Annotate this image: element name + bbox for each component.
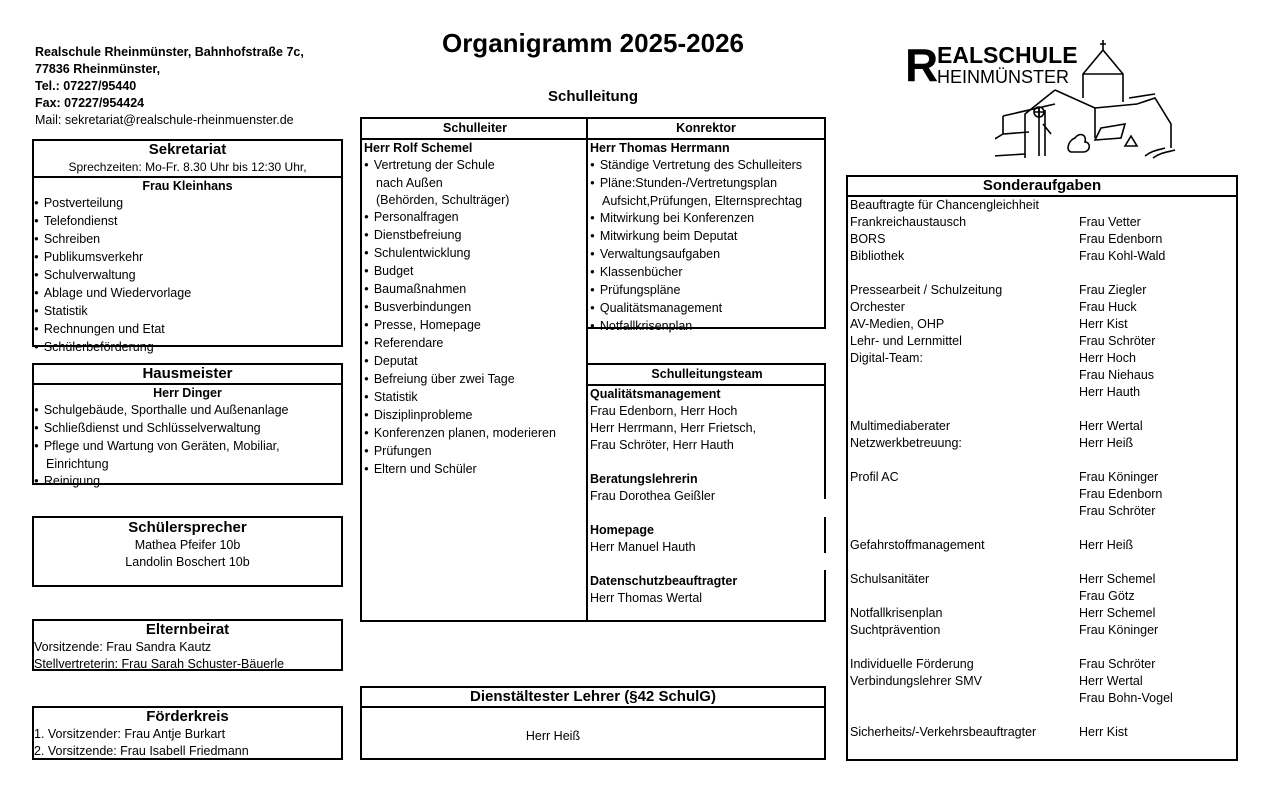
team-member-line: Herr Herrmann, Herr Frietsch,	[590, 421, 756, 435]
responsible-person: Herr Heiß	[1079, 538, 1134, 552]
task-name	[848, 690, 1079, 707]
responsible-person: Frau Vetter	[1079, 215, 1141, 229]
task-name: Beauftragte für Chancengleichheit	[850, 198, 1040, 212]
task-item: ● Mitwirkung beim Deputat	[590, 228, 824, 246]
sonderaufgabe-row	[848, 248, 1236, 265]
dienstaeltester-person: Herr Heiß	[525, 729, 581, 743]
address-line: Realschule Rheinmünster, Bahnhofstraße 7c,	[35, 45, 304, 59]
task-item: ● Konferenzen planen, moderieren	[364, 425, 588, 443]
task-name: Verbindungslehrer SMV	[850, 674, 983, 688]
responsible-person: Herr Kist	[1079, 725, 1128, 739]
responsible-person: Frau Schröter	[1079, 657, 1156, 671]
schulleiter-person: Herr Rolf Schemel	[364, 141, 473, 155]
task-item: ● Busverbindungen	[364, 299, 588, 317]
responsible-person: Herr Schemel	[1079, 606, 1156, 620]
sonderaufgabe-row	[848, 316, 1236, 333]
responsible-person: Frau Huck	[1079, 300, 1137, 314]
task-item: ● Befreiung über zwei Tage	[364, 371, 588, 389]
task-item: ● Vertretung der Schule	[364, 157, 588, 175]
task-name	[848, 639, 1079, 656]
sonderaufgabe-row	[848, 673, 1236, 690]
team-member-line: Frau Dorothea Geißler	[590, 489, 716, 503]
konrektor-title: Konrektor	[588, 119, 824, 140]
phone-line: Tel.: 07227/95440	[35, 79, 137, 93]
border-segment	[824, 363, 826, 499]
task-name: Schulsanitäter	[850, 572, 930, 586]
task-name	[848, 384, 1079, 401]
sonderaufgabe-row	[848, 214, 1236, 231]
task-name: Lehr- und Lernmittel	[850, 334, 962, 348]
logo-big-letter: R	[905, 39, 939, 91]
sonderaufgabe-row	[848, 571, 1236, 588]
responsible-person: Herr Wertal	[1079, 674, 1143, 688]
schulleiter-task-list	[362, 140, 588, 479]
task-name: Pressearbeit / Schulzeitung	[850, 283, 1003, 297]
team-group-heading: Beratungslehrerin	[590, 472, 698, 486]
sonderaufgabe-row	[848, 554, 1236, 571]
task-item: ● Prüfungspläne	[590, 282, 824, 300]
konrektor-task-list	[588, 140, 824, 336]
sekretariat-box	[32, 139, 343, 354]
responsible-person: Frau Bohn-Vogel	[1079, 691, 1173, 705]
border-segment	[824, 517, 826, 553]
hausmeister-box	[32, 363, 343, 488]
sonderaufgaben-list	[848, 197, 1236, 741]
task-item: ● Dienstbefreiung	[364, 227, 588, 245]
task-name	[848, 588, 1079, 605]
task-name	[848, 486, 1079, 503]
responsible-person: Frau Schröter	[1079, 334, 1156, 348]
responsible-person	[1079, 554, 1236, 571]
responsible-person: Frau Kohl-Wald	[1079, 249, 1166, 263]
dienstaeltester-title: Dienstältester Lehrer (§42 SchulG)	[362, 688, 824, 708]
sonderaufgabe-row	[848, 333, 1236, 350]
task-item: ● Ablage und Wiedervorlage	[34, 285, 341, 303]
sonderaufgabe-row	[848, 231, 1236, 248]
team-group-heading: Homepage	[590, 523, 654, 537]
task-item: ● Statistik	[364, 389, 588, 407]
responsible-person: Frau Schröter	[1079, 504, 1156, 518]
responsible-person	[1079, 265, 1236, 282]
task-name: Frankreichaustausch	[850, 215, 967, 229]
responsible-person: Herr Hauth	[1079, 385, 1141, 399]
task-name: Notfallkrisenplan	[850, 606, 943, 620]
sekretariat-title: Sekretariat	[148, 141, 227, 158]
responsible-person: Frau Ziegler	[1079, 283, 1147, 297]
task-item: ● Reinigung	[34, 473, 341, 491]
logo-line2: HEINMÜNSTER	[937, 67, 1070, 87]
task-name	[848, 503, 1079, 520]
sonderaufgabe-row	[848, 367, 1236, 384]
task-item: ● Schulverwaltung	[34, 267, 341, 285]
responsible-person: Frau Köninger	[1079, 623, 1159, 637]
elternbeirat-line: Stellvertreterin: Frau Sarah Schuster-Bäuerle	[34, 657, 285, 671]
task-item: ● Budget	[364, 263, 588, 281]
konrektor-person: Herr Thomas Herrmann	[590, 141, 730, 155]
sonderaufgabe-row	[848, 639, 1236, 656]
task-name: Bibliothek	[850, 249, 905, 263]
school-address	[35, 44, 304, 129]
responsible-person	[1079, 707, 1236, 724]
responsible-person: Herr Hoch	[1079, 351, 1136, 365]
responsible-person: Herr Heiß	[1079, 436, 1134, 450]
task-item: ● Prüfungen	[364, 443, 588, 461]
task-item: ● Ständige Vertretung des Schulleiters	[590, 157, 824, 175]
task-item: ● Notfallkrisenplan	[590, 318, 824, 336]
responsible-person: Frau Edenborn	[1079, 487, 1163, 501]
schulleiter-title: Schulleiter	[362, 119, 588, 140]
responsible-person	[1079, 197, 1236, 214]
sonderaufgabe-row	[848, 588, 1236, 605]
schulleitungsteam-box	[586, 363, 826, 622]
task-item: Aufsicht,Prüfungen, Elternsprechtag	[602, 194, 803, 208]
team-member-line: Herr Thomas Wertal	[590, 591, 703, 605]
responsible-person	[1079, 520, 1236, 537]
mail-line[interactable]: Mail: sekretariat@realschule-rheinmuenster.de	[35, 113, 294, 127]
responsible-person	[1079, 639, 1236, 656]
task-name: Suchtprävention	[850, 623, 941, 637]
responsible-person	[1079, 452, 1236, 469]
sonderaufgabe-row	[848, 605, 1236, 622]
team-member-line: Herr Manuel Hauth	[590, 540, 696, 554]
task-name: Individuelle Förderung	[850, 657, 974, 671]
task-name: Sicherheits/-Verkehrsbeauftragter	[850, 725, 1037, 739]
task-item: ● Baumaßnahmen	[364, 281, 588, 299]
church-drawing-icon	[995, 38, 1205, 163]
foerderkreis-line: 2. Vorsitzende: Frau Isabell Friedmann	[34, 744, 249, 758]
task-item: nach Außen	[376, 176, 443, 190]
task-item: ● Rechnungen und Etat	[34, 321, 341, 339]
task-item: ● Mitwirkung bei Konferenzen	[590, 210, 824, 228]
sekretariat-person: Frau Kleinhans	[142, 179, 233, 193]
task-name: Netzwerkbetreuung:	[850, 436, 962, 450]
sonderaufgabe-row	[848, 622, 1236, 639]
schulleitungsteam-title: Schulleitungsteam	[586, 365, 826, 386]
sonderaufgabe-row	[848, 503, 1236, 520]
task-name	[848, 707, 1079, 724]
sonderaufgabe-row	[848, 435, 1236, 452]
task-item: ● Pläne:Stunden-/Vertretungsplan	[590, 175, 824, 193]
task-name	[848, 520, 1079, 537]
hausmeister-title: Hausmeister	[34, 365, 341, 385]
responsible-person: Frau Köninger	[1079, 470, 1159, 484]
schuelersprecher-box	[32, 516, 343, 587]
team-member-line: Frau Schröter, Herr Hauth	[590, 438, 734, 452]
task-item: ● Publikumsverkehr	[34, 249, 341, 267]
sonderaufgabe-row	[848, 724, 1236, 741]
schulleiter-box	[360, 117, 588, 622]
task-item: ● Postverteilung	[34, 195, 341, 213]
sonderaufgabe-row	[848, 197, 1236, 214]
sonderaufgabe-row	[848, 690, 1236, 707]
sonderaufgabe-row	[848, 469, 1236, 486]
task-item: ● Schließdienst und Schlüsselverwaltung	[34, 420, 341, 438]
responsible-person: Herr Wertal	[1079, 419, 1143, 433]
hausmeister-person: Herr Dinger	[153, 386, 222, 400]
sonderaufgabe-row	[848, 656, 1236, 673]
task-name	[848, 554, 1079, 571]
task-item: ● Schreiben	[34, 231, 341, 249]
team-group-heading: Datenschutzbeauftragter	[590, 574, 738, 588]
task-item: ● Presse, Homepage	[364, 317, 588, 335]
task-item: ● Personalfragen	[364, 209, 588, 227]
team-group-heading: Qualitätsmanagement	[590, 387, 721, 401]
task-item: ● Disziplinprobleme	[364, 407, 588, 425]
task-name	[848, 265, 1079, 282]
responsible-person: Herr Kist	[1079, 317, 1128, 331]
sonderaufgabe-row	[848, 486, 1236, 503]
sekretariat-hours: Sprechzeiten: Mo-Fr. 8.30 Uhr bis 12:30 Uhr,	[34, 159, 341, 178]
task-item: ● Verwaltungsaufgaben	[590, 246, 824, 264]
school-logo	[905, 38, 1205, 163]
elternbeirat-box	[32, 619, 343, 671]
schuelersprecher-title: Schülersprecher	[128, 519, 247, 536]
sonderaufgabe-row	[848, 537, 1236, 554]
task-item: ● Schulentwicklung	[364, 245, 588, 263]
task-name: Orchester	[850, 300, 905, 314]
task-name: Profil AC	[850, 470, 899, 484]
sonderaufgabe-row	[848, 401, 1236, 418]
sonderaufgabe-row	[848, 350, 1236, 367]
sonderaufgabe-row	[848, 520, 1236, 537]
task-name	[848, 401, 1079, 418]
task-name: BORS	[850, 232, 886, 246]
sonderaufgaben-title: Sonderaufgaben	[848, 177, 1236, 197]
elternbeirat-title: Elternbeirat	[145, 621, 230, 638]
task-name: Digital-Team:	[850, 351, 923, 365]
student-name: Mathea Pfeifer 10b	[134, 538, 241, 552]
sonderaufgaben-box	[846, 175, 1238, 761]
sonderaufgabe-row	[848, 282, 1236, 299]
section-title-schulleitung: Schulleitung	[548, 88, 638, 105]
task-item: ● Deputat	[364, 353, 588, 371]
logo-line1: EALSCHULE	[937, 42, 1078, 68]
task-name: AV-Medien, OHP	[850, 317, 945, 331]
responsible-person: Frau Götz	[1079, 589, 1135, 603]
task-item: ● Qualitätsmanagement	[590, 300, 824, 318]
student-name: Landolin Boschert 10b	[125, 555, 250, 569]
sonderaufgabe-row	[848, 384, 1236, 401]
task-name	[848, 367, 1079, 384]
responsible-person: Frau Niehaus	[1079, 368, 1155, 382]
task-name	[848, 452, 1079, 469]
task-item: ● Pflege und Wartung von Geräten, Mobiliar,	[34, 438, 341, 456]
sonderaufgabe-row	[848, 418, 1236, 435]
task-name: Gefahrstoffmanagement	[850, 538, 985, 552]
task-item: ● Schülerbeförderung	[34, 339, 341, 357]
task-item: ● Telefondienst	[34, 213, 341, 231]
responsible-person: Herr Schemel	[1079, 572, 1156, 586]
konrektor-box	[586, 117, 826, 333]
border-segment	[824, 570, 826, 622]
task-item: ● Statistik	[34, 303, 341, 321]
responsible-person: Frau Edenborn	[1079, 232, 1163, 246]
task-item: ● Schulgebäude, Sporthalle und Außenanlage	[34, 402, 341, 420]
dienstaeltester-box	[360, 686, 826, 760]
task-item: (Behörden, Schulträger)	[376, 193, 510, 207]
sonderaufgabe-row	[848, 265, 1236, 282]
task-item-continuation: Einrichtung	[46, 457, 109, 471]
fax-line: Fax: 07227/954424	[35, 96, 145, 110]
address-line: 77836 Rheinmünster,	[35, 62, 161, 76]
task-item: ● Klassenbücher	[590, 264, 824, 282]
page-title: Organigramm 2025-2026	[441, 28, 745, 58]
sonderaufgabe-row	[848, 299, 1236, 316]
task-item: ● Eltern und Schüler	[364, 461, 588, 479]
foerderkreis-line: 1. Vorsitzender: Frau Antje Burkart	[34, 727, 226, 741]
sonderaufgabe-row	[848, 707, 1236, 724]
foerderkreis-title: Förderkreis	[146, 708, 229, 725]
task-item: ● Referendare	[364, 335, 588, 353]
responsible-person	[1079, 401, 1236, 418]
team-member-line: Frau Edenborn, Herr Hoch	[590, 404, 738, 418]
elternbeirat-line: Vorsitzende: Frau Sandra Kautz	[34, 640, 212, 654]
sonderaufgabe-row	[848, 452, 1236, 469]
task-name: Multimediaberater	[850, 419, 951, 433]
